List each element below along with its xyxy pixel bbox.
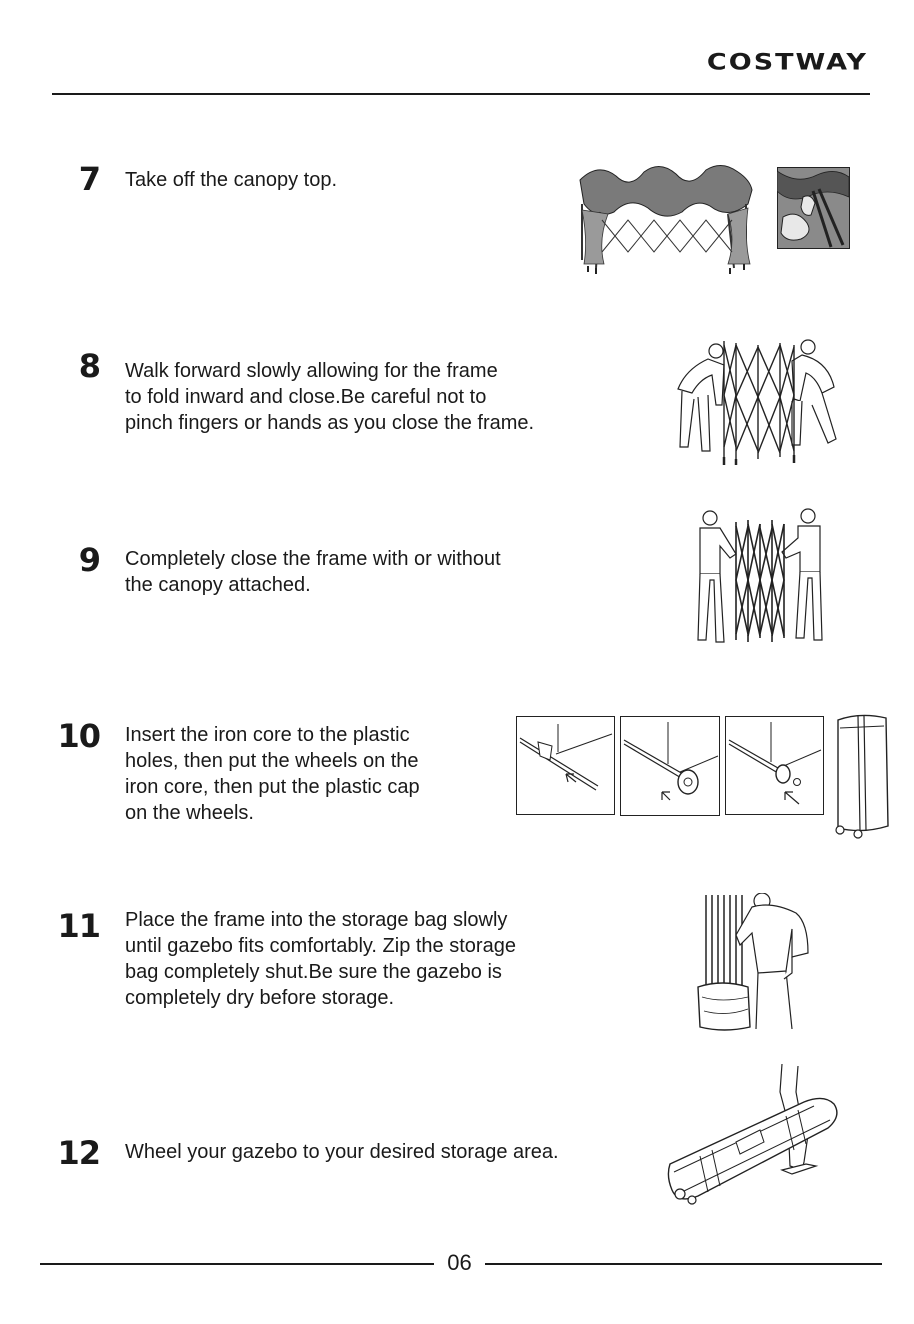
step-10-line-1: Insert the iron core to the plastic: [125, 724, 410, 746]
page-number: 06: [447, 1250, 472, 1275]
footer-divider-right: [485, 1263, 882, 1265]
bagging-frame-illustration: [692, 893, 814, 1031]
storage-bag-upright-illustration: [830, 712, 894, 840]
canopy-removal-illustration: [578, 160, 758, 275]
brand-logo: COSTWAY: [706, 50, 868, 76]
step-12-number: 12: [57, 1134, 100, 1172]
step-8-number: 8: [78, 347, 100, 385]
step-9-line-2: the canopy attached.: [125, 574, 311, 596]
step-9-text: [125, 546, 501, 598]
step-8-line-2: to fold inward and close.Be careful not to: [125, 386, 487, 408]
wheel-insert-step-2-illustration: [620, 716, 720, 816]
wheel-insert-step-3-illustration: [725, 716, 824, 815]
step-7-line-1: Take off the canopy top.: [125, 169, 338, 191]
wheel-insert-step-1-illustration: [516, 716, 615, 815]
step-9-number: 9: [78, 541, 100, 579]
step-7-number: 7: [78, 160, 100, 198]
canopy-detail-illustration: [777, 167, 850, 249]
step-7-text: [125, 167, 337, 193]
step-10-line-4: on the wheels.: [125, 802, 254, 824]
folding-frame-illustration: [672, 335, 844, 467]
header-divider: [52, 93, 870, 95]
step-10-text: [125, 722, 420, 826]
closed-frame-illustration: [690, 502, 832, 650]
step-11-line-4: completely dry before storage.: [125, 987, 395, 1009]
step-9-line-1: Completely close the frame with or without: [125, 548, 501, 570]
step-8-line-1: Walk forward slowly allowing for the frame: [125, 360, 498, 382]
step-11-line-1: Place the frame into the storage bag slowly: [125, 909, 508, 931]
footer-divider-left: [40, 1263, 434, 1265]
step-11-number: 11: [57, 907, 100, 945]
step-10-line-2: holes, then put the wheels on the: [125, 750, 419, 772]
step-11-line-2: until gazebo fits comfortably. Zip the storage: [125, 935, 516, 957]
step-10-number: 10: [57, 717, 100, 755]
step-11-text: [125, 907, 516, 1011]
step-12-line-1: Wheel your gazebo to your desired storage area.: [125, 1141, 559, 1163]
step-11-line-3: bag completely shut.Be sure the gazebo is: [125, 961, 502, 983]
step-10-line-3: iron core, then put the plastic cap: [125, 776, 420, 798]
step-8-line-3: pinch fingers or hands as you close the frame.: [125, 412, 535, 434]
step-8-text: [125, 358, 534, 436]
step-12-text: [125, 1139, 559, 1165]
wheeling-bag-illustration: [664, 1062, 846, 1206]
